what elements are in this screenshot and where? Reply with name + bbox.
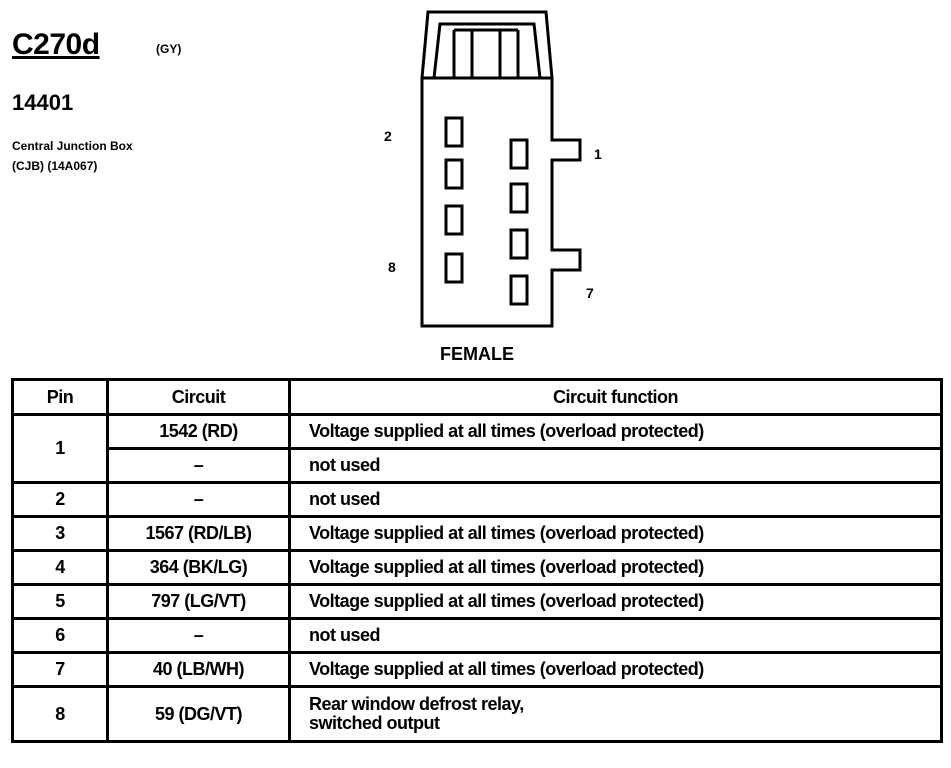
connector-latch — [422, 12, 552, 78]
pin-cavity — [446, 254, 462, 282]
circuit-cell: 40 (LB/WH) — [108, 653, 290, 687]
header-pin: Pin — [13, 380, 108, 415]
table-row — [13, 619, 942, 653]
pin-cell: 7 — [13, 653, 108, 687]
pin-label-top-left: 2 — [384, 128, 392, 144]
circuit-cell: – — [108, 483, 290, 517]
function-cell: not used — [290, 619, 942, 653]
function-cell: Voltage supplied at all times (overload protected) — [290, 517, 942, 551]
pin-cavity — [446, 160, 462, 188]
connector-body — [422, 78, 580, 326]
function-cell: not used — [290, 483, 942, 517]
part-number: 14401 — [12, 90, 74, 115]
pin-cell: 2 — [13, 483, 108, 517]
table-row — [13, 517, 942, 551]
pin-cell: 3 — [13, 517, 108, 551]
function-line-1: Rear window defrost relay, — [309, 694, 524, 714]
connector-color: (GY) — [156, 42, 182, 56]
connector-id: C270d — [12, 28, 100, 61]
pin-cavity — [511, 230, 527, 258]
pin-cell: 8 — [13, 687, 108, 742]
function-cell: Voltage supplied at all times (overload protected) — [290, 415, 942, 449]
connector-gender: FEMALE — [440, 344, 514, 364]
pin-cavity — [511, 184, 527, 212]
circuit-cell: 59 (DG/VT) — [108, 687, 290, 742]
header-function: Circuit function — [290, 380, 942, 415]
circuit-cell: – — [108, 449, 290, 483]
function-cell — [290, 687, 942, 742]
function-cell: not used — [290, 449, 942, 483]
circuit-cell: – — [108, 619, 290, 653]
connector-latch-inner — [434, 24, 540, 78]
pin-cell: 1 — [13, 415, 108, 483]
pin-cavity — [511, 276, 527, 304]
function-cell: Voltage supplied at all times (overload protected) — [290, 585, 942, 619]
circuit-cell: 1567 (RD/LB) — [108, 517, 290, 551]
pin-cavity — [446, 118, 462, 146]
table-row — [13, 415, 942, 449]
table-row — [13, 653, 942, 687]
pin-label-bottom-right: 7 — [586, 285, 594, 301]
pin-cavity — [511, 140, 527, 168]
description-line-2: (CJB) (14A067) — [12, 159, 98, 173]
function-cell: Voltage supplied at all times (overload protected) — [290, 551, 942, 585]
table-row — [13, 551, 942, 585]
function-line-2: switched output — [309, 713, 440, 733]
pin-label-bottom-left: 8 — [388, 259, 396, 275]
pin-cell: 5 — [13, 585, 108, 619]
table-row — [13, 687, 942, 742]
pin-table — [11, 378, 943, 743]
circuit-cell: 1542 (RD) — [108, 415, 290, 449]
circuit-cell: 364 (BK/LG) — [108, 551, 290, 585]
description-line-1: Central Junction Box — [12, 139, 133, 153]
header-circuit: Circuit — [108, 380, 290, 415]
table-row — [13, 449, 942, 483]
pin-cell: 4 — [13, 551, 108, 585]
table-row — [13, 483, 942, 517]
connector-face-diagram — [0, 0, 951, 370]
table-row — [13, 585, 942, 619]
table-header-row — [13, 380, 942, 415]
pin-cavity — [446, 206, 462, 234]
pin-cell: 6 — [13, 619, 108, 653]
circuit-cell: 797 (LG/VT) — [108, 585, 290, 619]
pin-label-top-right: 1 — [594, 146, 602, 162]
function-cell: Voltage supplied at all times (overload protected) — [290, 653, 942, 687]
